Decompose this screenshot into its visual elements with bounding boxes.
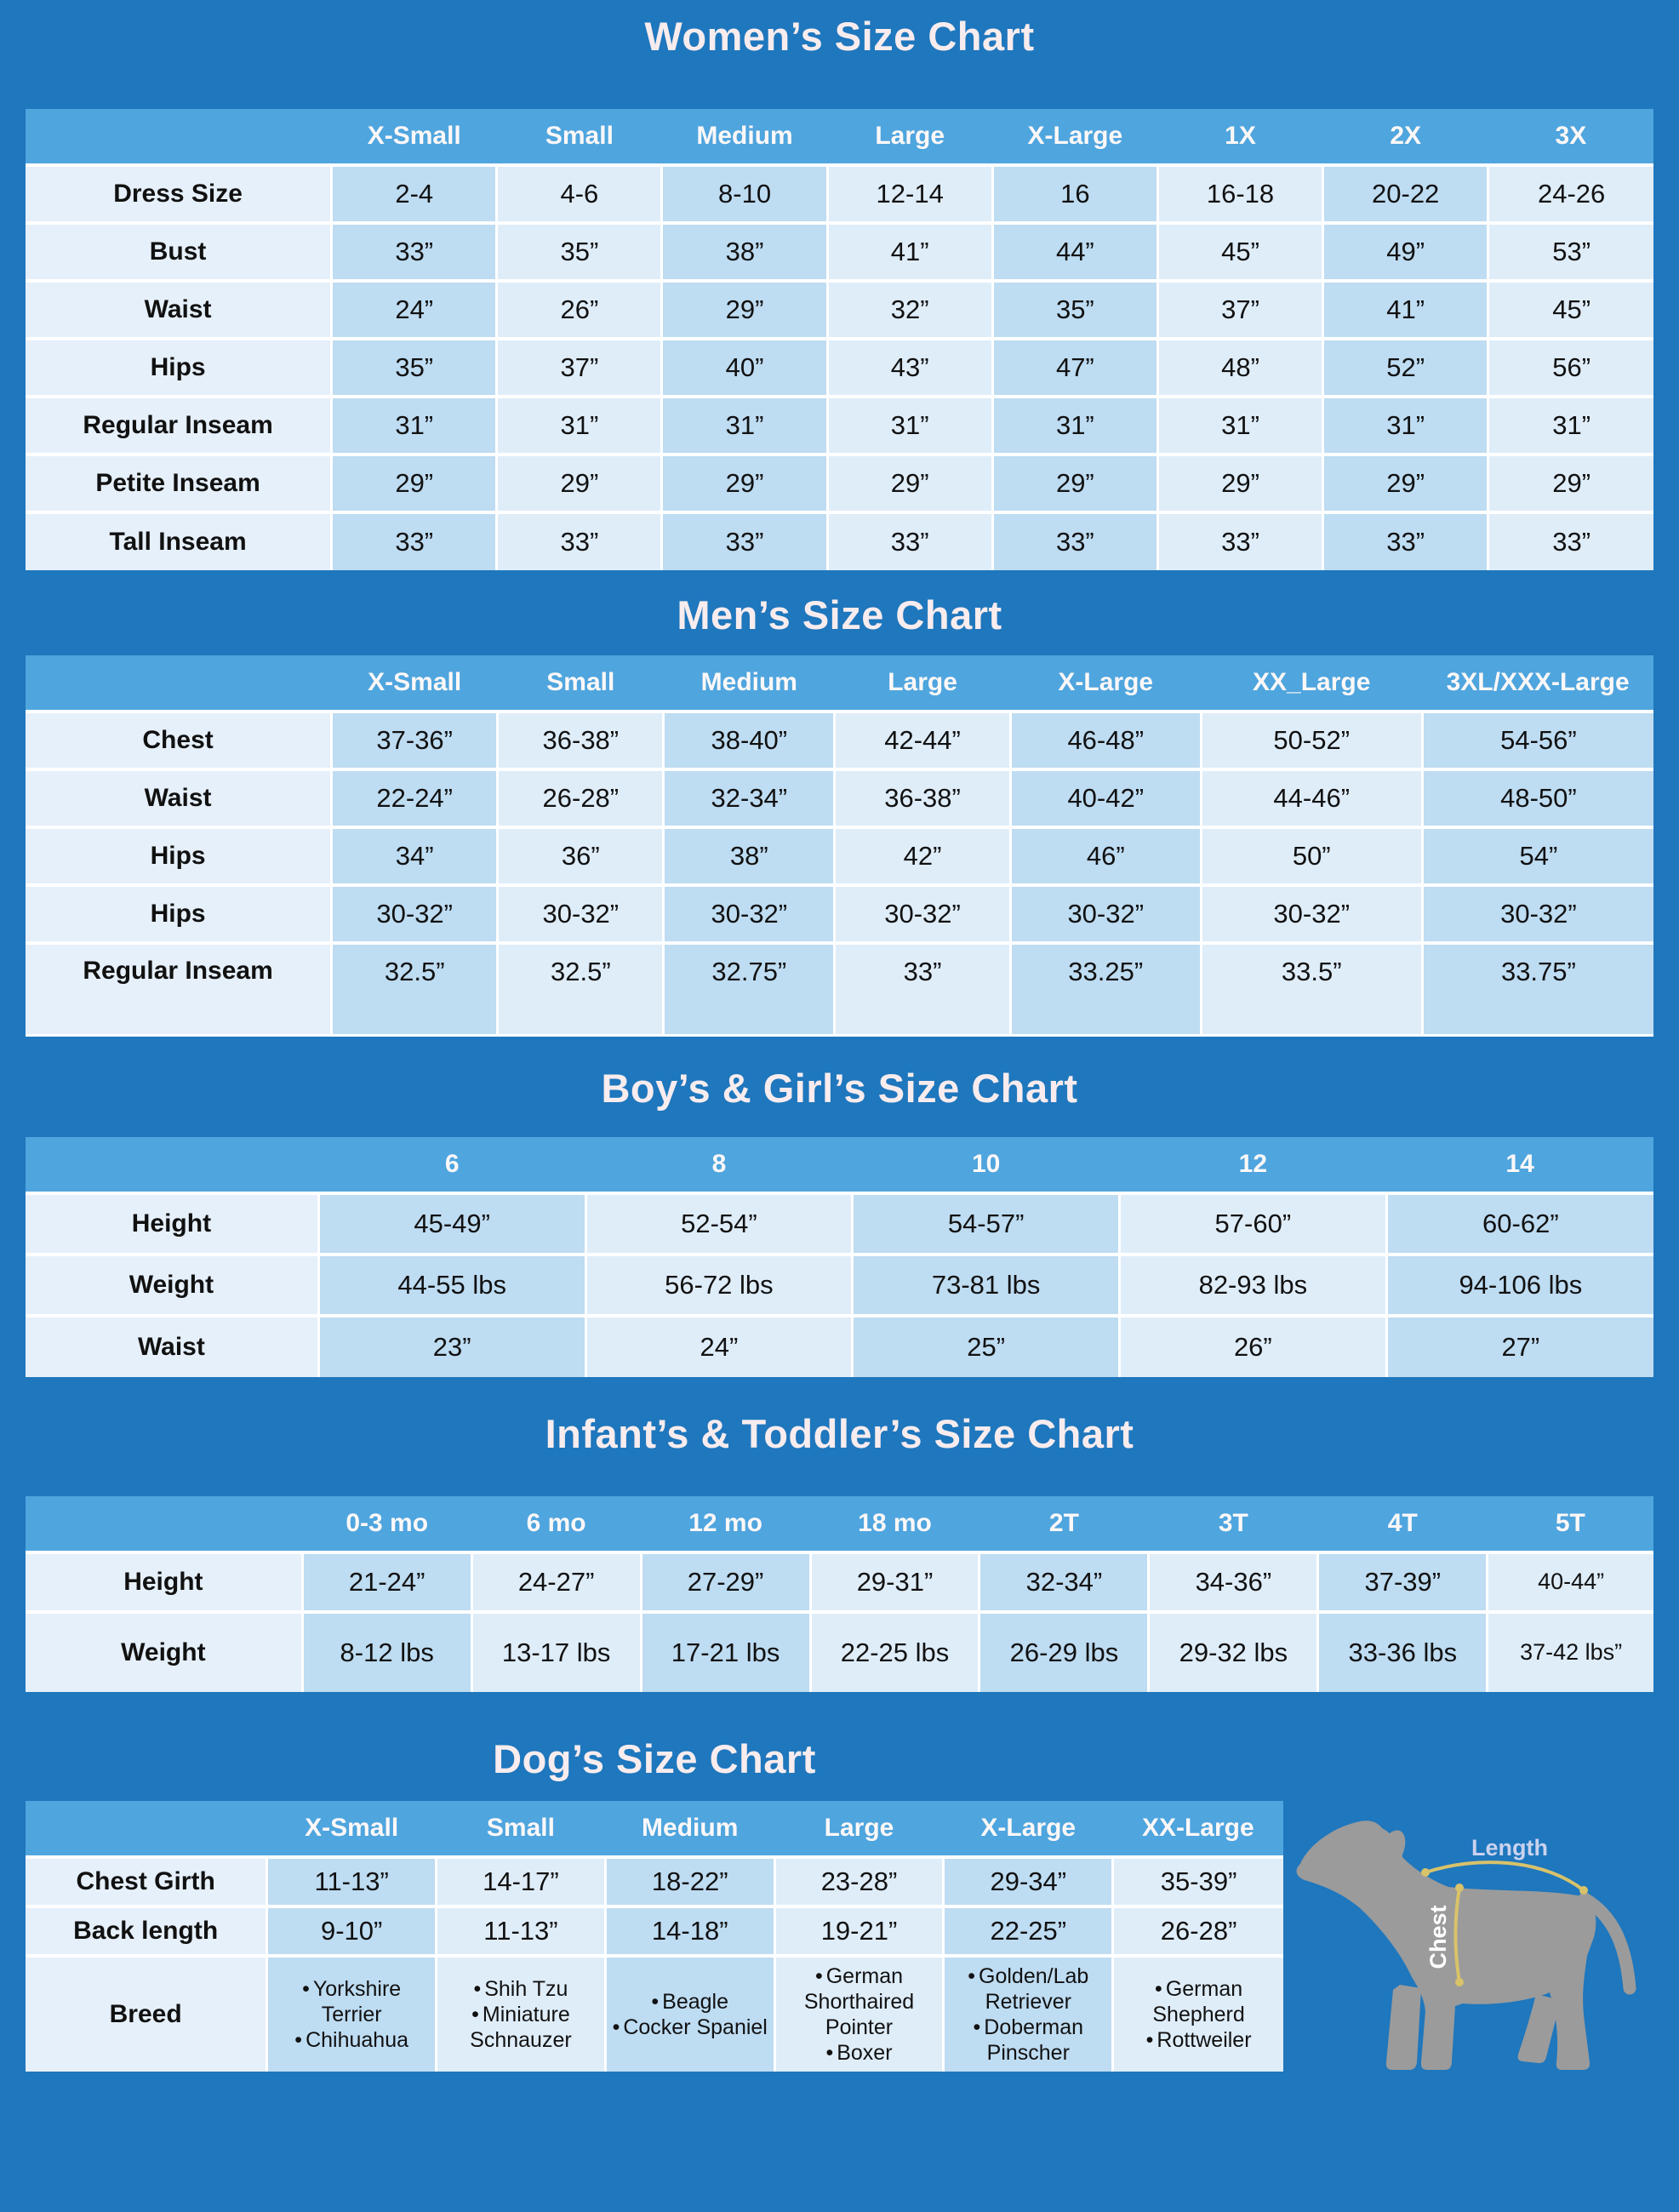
cell: 18-22” bbox=[605, 1857, 774, 1906]
row-label: Waist bbox=[26, 769, 332, 827]
column-header: 14 bbox=[1386, 1137, 1653, 1193]
cell: 29-31” bbox=[810, 1552, 979, 1612]
cell bbox=[1113, 1956, 1283, 2072]
section-title-infants-toddlers: Infant’s & Toddler’s Size Chart bbox=[545, 1410, 1134, 1456]
row-label: Hips bbox=[26, 339, 332, 397]
bullet-icon: • bbox=[473, 1976, 482, 2001]
cell: 24” bbox=[585, 1316, 853, 1377]
cell: 8-10 bbox=[662, 165, 827, 223]
column-header: 0-3 mo bbox=[302, 1496, 471, 1552]
cell: 13-17 lbs bbox=[471, 1612, 641, 1692]
row-label: Weight bbox=[26, 1612, 302, 1692]
cell: 30-32” bbox=[1010, 885, 1201, 943]
cell: 32.5” bbox=[498, 943, 664, 1035]
cell bbox=[437, 1956, 606, 2072]
breed-item: • Beagle bbox=[651, 1989, 729, 2014]
cell: 82-93 lbs bbox=[1119, 1255, 1386, 1316]
bullet-icon: • bbox=[294, 2027, 303, 2052]
section-title-men: Men’s Size Chart bbox=[677, 592, 1002, 637]
cell: 2-4 bbox=[332, 165, 497, 223]
cell: 14-17” bbox=[437, 1857, 606, 1906]
cell: 21-24” bbox=[302, 1552, 471, 1612]
table-row bbox=[26, 712, 1653, 769]
cell: 29” bbox=[497, 454, 662, 512]
column-header: Medium bbox=[605, 1801, 774, 1857]
cell: 42” bbox=[835, 827, 1011, 885]
cell: 48” bbox=[1157, 339, 1322, 397]
cell: 30-32” bbox=[835, 885, 1011, 943]
length-label: Length bbox=[1471, 1834, 1548, 1860]
breed-item: • Chihuahua bbox=[294, 2027, 408, 2052]
cell: 30-32” bbox=[332, 885, 498, 943]
cell: 29” bbox=[1157, 454, 1322, 512]
cell: 20-22 bbox=[1323, 165, 1488, 223]
bullet-icon: • bbox=[1155, 1976, 1162, 2001]
cell: 30-32” bbox=[1201, 885, 1422, 943]
cell bbox=[774, 1956, 944, 2072]
column-header: 3XL/XXX-Large bbox=[1422, 655, 1653, 712]
cell: 16-18 bbox=[1157, 165, 1322, 223]
table-row bbox=[26, 397, 1653, 454]
row-label: Petite Inseam bbox=[26, 454, 332, 512]
bullet-icon: • bbox=[825, 2040, 834, 2065]
row-label: Breed bbox=[26, 1956, 267, 2072]
column-header: X-Large bbox=[1010, 655, 1201, 712]
breed-item: • Cocker Spaniel bbox=[612, 2015, 768, 2039]
cell: 17-21 lbs bbox=[641, 1612, 810, 1692]
row-label: Height bbox=[26, 1552, 302, 1612]
cell: 30-32” bbox=[1422, 885, 1653, 943]
cell bbox=[605, 1956, 774, 2072]
table-row bbox=[26, 1316, 1653, 1377]
cell: 33.25” bbox=[1010, 943, 1201, 1035]
cell: 38” bbox=[662, 223, 827, 281]
cell: 44-55 lbs bbox=[318, 1255, 585, 1316]
column-header: 2X bbox=[1323, 109, 1488, 165]
column-header: 4T bbox=[1318, 1496, 1488, 1552]
table-row bbox=[26, 339, 1653, 397]
cell: 45-49” bbox=[318, 1193, 585, 1255]
column-header: 1X bbox=[1157, 109, 1322, 165]
row-label: Hips bbox=[26, 885, 332, 943]
bullet-icon: • bbox=[1145, 2027, 1154, 2052]
cell: 29-32 lbs bbox=[1149, 1612, 1318, 1692]
row-label: Back length bbox=[26, 1906, 267, 1956]
cell bbox=[944, 1956, 1113, 2072]
dog-measurement-diagram bbox=[1287, 1808, 1644, 2124]
column-header: X-Large bbox=[992, 109, 1157, 165]
cell: 33” bbox=[835, 943, 1011, 1035]
cell: 56-72 lbs bbox=[585, 1255, 853, 1316]
cell: 35” bbox=[332, 339, 497, 397]
column-header: X-Small bbox=[332, 655, 498, 712]
breed-item: • Yorkshire Terrier bbox=[302, 1976, 402, 2026]
column-header: 5T bbox=[1488, 1496, 1653, 1552]
cell: 36-38” bbox=[498, 712, 664, 769]
cell: 40” bbox=[662, 339, 827, 397]
cell: 33” bbox=[332, 512, 497, 570]
cell: 33.75” bbox=[1422, 943, 1653, 1035]
cell: 50” bbox=[1201, 827, 1422, 885]
table-row bbox=[26, 885, 1653, 943]
cell: 35” bbox=[497, 223, 662, 281]
column-header: X-Small bbox=[332, 109, 497, 165]
row-label: Height bbox=[26, 1193, 318, 1255]
column-header: 10 bbox=[853, 1137, 1120, 1193]
cell: 27-29” bbox=[641, 1552, 810, 1612]
bullet-icon: • bbox=[302, 1976, 310, 2001]
breed-item: • Rottweiler bbox=[1145, 2027, 1252, 2052]
cell: 31” bbox=[827, 397, 992, 454]
cell: 36” bbox=[498, 827, 664, 885]
cell: 33.5” bbox=[1201, 943, 1422, 1035]
row-label: Hips bbox=[26, 827, 332, 885]
cell: 29” bbox=[332, 454, 497, 512]
cell: 30-32” bbox=[498, 885, 664, 943]
boys-girls-size-table bbox=[26, 1137, 1653, 1377]
dog-table-column bbox=[26, 1736, 1283, 2072]
cell: 26-28” bbox=[498, 769, 664, 827]
cell: 30-32” bbox=[664, 885, 835, 943]
column-header: 2T bbox=[979, 1496, 1149, 1552]
cell: 36-38” bbox=[835, 769, 1011, 827]
cell: 33-36 lbs bbox=[1318, 1612, 1488, 1692]
cell: 33” bbox=[992, 512, 1157, 570]
cell: 40-42” bbox=[1010, 769, 1201, 827]
table-row bbox=[26, 827, 1653, 885]
cell: 37” bbox=[497, 339, 662, 397]
dog-size-table bbox=[26, 1801, 1283, 2072]
cell: 26” bbox=[497, 281, 662, 339]
cell: 47” bbox=[992, 339, 1157, 397]
cell: 33” bbox=[1157, 512, 1322, 570]
table-row bbox=[26, 223, 1653, 281]
dog-section bbox=[26, 1736, 1653, 2124]
infants-toddlers-size-table bbox=[26, 1496, 1653, 1692]
dog-silhouette bbox=[1297, 1820, 1630, 2070]
cell: 35-39” bbox=[1113, 1857, 1283, 1906]
cell: 14-18” bbox=[605, 1906, 774, 1956]
row-label: Dress Size bbox=[26, 165, 332, 223]
cell: 24-26 bbox=[1488, 165, 1653, 223]
cell: 38” bbox=[664, 827, 835, 885]
cell: 19-21” bbox=[774, 1906, 944, 1956]
cell: 56” bbox=[1488, 339, 1653, 397]
table-row bbox=[26, 1193, 1653, 1255]
cell: 25” bbox=[853, 1316, 1120, 1377]
column-header-blank bbox=[26, 1496, 302, 1552]
cell: 48-50” bbox=[1422, 769, 1653, 827]
cell: 23-28” bbox=[774, 1857, 944, 1906]
column-header-blank bbox=[26, 1137, 318, 1193]
bullet-icon: • bbox=[814, 1963, 823, 1988]
table-row bbox=[26, 1857, 1283, 1906]
section-title-women: Women’s Size Chart bbox=[644, 14, 1035, 59]
breed-item: • German Shepherd bbox=[1152, 1976, 1245, 2026]
breed-item: • Miniature Schnauzer bbox=[470, 2002, 572, 2052]
column-header: XX_Large bbox=[1201, 655, 1422, 712]
cell: 16 bbox=[992, 165, 1157, 223]
row-label: Tall Inseam bbox=[26, 512, 332, 570]
cell: 41” bbox=[1323, 281, 1488, 339]
cell: 53” bbox=[1488, 223, 1653, 281]
column-header: XX-Large bbox=[1113, 1801, 1283, 1857]
cell: 31” bbox=[497, 397, 662, 454]
cell: 33” bbox=[497, 512, 662, 570]
column-header: Large bbox=[774, 1801, 944, 1857]
table-row bbox=[26, 769, 1653, 827]
column-header: 8 bbox=[585, 1137, 853, 1193]
cell: 26-28” bbox=[1113, 1906, 1283, 1956]
cell: 41” bbox=[827, 223, 992, 281]
women-size-table bbox=[26, 109, 1653, 570]
cell: 24-27” bbox=[471, 1552, 641, 1612]
cell: 29-34” bbox=[944, 1857, 1113, 1906]
cell: 54-57” bbox=[853, 1193, 1120, 1255]
row-label: Waist bbox=[26, 1316, 318, 1377]
cell: 37-39” bbox=[1318, 1552, 1488, 1612]
cell: 37” bbox=[1157, 281, 1322, 339]
breed-item: • Golden/Lab Retriever bbox=[968, 1963, 1089, 2014]
cell: 31” bbox=[1323, 397, 1488, 454]
table-row bbox=[26, 165, 1653, 223]
cell: 45” bbox=[1157, 223, 1322, 281]
cell: 37-36” bbox=[332, 712, 498, 769]
cell: 37-42 lbs” bbox=[1488, 1612, 1653, 1692]
cell: 32-34” bbox=[664, 769, 835, 827]
column-header: 18 mo bbox=[810, 1496, 979, 1552]
row-label: Regular Inseam bbox=[26, 397, 332, 454]
section-title-dog: Dog’s Size Chart bbox=[493, 1735, 816, 1781]
table-row bbox=[26, 281, 1653, 339]
cell: 9-10” bbox=[267, 1906, 437, 1956]
row-label: Regular Inseam bbox=[26, 943, 332, 1035]
table-row bbox=[26, 1255, 1653, 1316]
column-header: 3X bbox=[1488, 109, 1653, 165]
cell: 94-106 lbs bbox=[1386, 1255, 1653, 1316]
column-header: 6 bbox=[318, 1137, 585, 1193]
chest-label: Chest bbox=[1425, 1904, 1451, 1969]
breed-item: • Boxer bbox=[825, 2040, 893, 2065]
table-row bbox=[26, 454, 1653, 512]
breed-item: • Doberman Pinscher bbox=[973, 2015, 1084, 2065]
cell: 4-6 bbox=[497, 165, 662, 223]
cell: 22-24” bbox=[332, 769, 498, 827]
cell: 33” bbox=[1488, 512, 1653, 570]
cell bbox=[267, 1956, 437, 2072]
cell: 24” bbox=[332, 281, 497, 339]
table-row bbox=[26, 943, 1653, 1035]
cell: 44” bbox=[992, 223, 1157, 281]
cell: 22-25 lbs bbox=[810, 1612, 979, 1692]
column-header: Medium bbox=[662, 109, 827, 165]
cell: 32-34” bbox=[979, 1552, 1149, 1612]
cell: 42-44” bbox=[835, 712, 1011, 769]
cell: 29” bbox=[1488, 454, 1653, 512]
cell: 31” bbox=[662, 397, 827, 454]
table-row bbox=[26, 1612, 1653, 1692]
cell: 31” bbox=[1488, 397, 1653, 454]
column-header-blank bbox=[26, 655, 332, 712]
bullet-icon: • bbox=[651, 1989, 660, 2014]
cell: 27” bbox=[1386, 1316, 1653, 1377]
cell: 31” bbox=[992, 397, 1157, 454]
cell: 23” bbox=[318, 1316, 585, 1377]
cell: 22-25” bbox=[944, 1906, 1113, 1956]
cell: 29” bbox=[827, 454, 992, 512]
table-row bbox=[26, 1552, 1653, 1612]
table-row bbox=[26, 512, 1653, 570]
cell: 52-54” bbox=[585, 1193, 853, 1255]
column-header: Large bbox=[827, 109, 992, 165]
cell: 32.5” bbox=[332, 943, 498, 1035]
section-title-boys-girls: Boy’s & Girl’s Size Chart bbox=[601, 1065, 1078, 1111]
cell: 31” bbox=[332, 397, 497, 454]
row-label: Bust bbox=[26, 223, 332, 281]
column-header: X-Large bbox=[944, 1801, 1113, 1857]
column-header-blank bbox=[26, 109, 332, 165]
cell: 29” bbox=[1323, 454, 1488, 512]
column-header: Small bbox=[498, 655, 664, 712]
column-header: Large bbox=[835, 655, 1011, 712]
cell: 40-44” bbox=[1488, 1552, 1653, 1612]
cell: 49” bbox=[1323, 223, 1488, 281]
cell: 54” bbox=[1422, 827, 1653, 885]
cell: 29” bbox=[662, 281, 827, 339]
bullet-icon: • bbox=[973, 2015, 981, 2039]
cell: 35” bbox=[992, 281, 1157, 339]
cell: 38-40” bbox=[664, 712, 835, 769]
table-row bbox=[26, 1956, 1283, 2072]
table-row bbox=[26, 1906, 1283, 1956]
row-label: Weight bbox=[26, 1255, 318, 1316]
column-header: 12 bbox=[1119, 1137, 1386, 1193]
cell: 32” bbox=[827, 281, 992, 339]
cell: 50-52” bbox=[1201, 712, 1422, 769]
cell: 54-56” bbox=[1422, 712, 1653, 769]
bullet-icon: • bbox=[471, 2002, 479, 2026]
cell: 26” bbox=[1119, 1316, 1386, 1377]
cell: 33” bbox=[332, 223, 497, 281]
cell: 34-36” bbox=[1149, 1552, 1318, 1612]
column-header: 12 mo bbox=[641, 1496, 810, 1552]
breed-item: • Shih Tzu bbox=[473, 1976, 568, 2001]
column-header: Small bbox=[437, 1801, 606, 1857]
column-header: 3T bbox=[1149, 1496, 1318, 1552]
men-size-table bbox=[26, 655, 1653, 1037]
cell: 26-29 lbs bbox=[979, 1612, 1149, 1692]
cell: 57-60” bbox=[1119, 1193, 1386, 1255]
column-header: X-Small bbox=[267, 1801, 437, 1857]
cell: 33” bbox=[827, 512, 992, 570]
row-label: Waist bbox=[26, 281, 332, 339]
cell: 11-13” bbox=[437, 1906, 606, 1956]
cell: 43” bbox=[827, 339, 992, 397]
cell: 29” bbox=[662, 454, 827, 512]
cell: 73-81 lbs bbox=[853, 1255, 1120, 1316]
cell: 44-46” bbox=[1201, 769, 1422, 827]
cell: 12-14 bbox=[827, 165, 992, 223]
cell: 31” bbox=[1157, 397, 1322, 454]
column-header: 6 mo bbox=[471, 1496, 641, 1552]
breed-item: • German Shorthaired Pointer bbox=[803, 1963, 915, 2039]
row-label: Chest Girth bbox=[26, 1857, 267, 1906]
cell: 32.75” bbox=[664, 943, 835, 1035]
column-header: Small bbox=[497, 109, 662, 165]
cell: 8-12 lbs bbox=[302, 1612, 471, 1692]
cell: 33” bbox=[1323, 512, 1488, 570]
cell: 33” bbox=[662, 512, 827, 570]
cell: 45” bbox=[1488, 281, 1653, 339]
column-header-blank bbox=[26, 1801, 267, 1857]
cell: 46-48” bbox=[1010, 712, 1201, 769]
cell: 60-62” bbox=[1386, 1193, 1653, 1255]
column-header: Medium bbox=[664, 655, 835, 712]
cell: 52” bbox=[1323, 339, 1488, 397]
bullet-icon: • bbox=[612, 2015, 620, 2039]
cell: 46” bbox=[1010, 827, 1201, 885]
cell: 11-13” bbox=[267, 1857, 437, 1906]
bullet-icon: • bbox=[968, 1963, 976, 1988]
cell: 29” bbox=[992, 454, 1157, 512]
row-label: Chest bbox=[26, 712, 332, 769]
cell: 34” bbox=[332, 827, 498, 885]
